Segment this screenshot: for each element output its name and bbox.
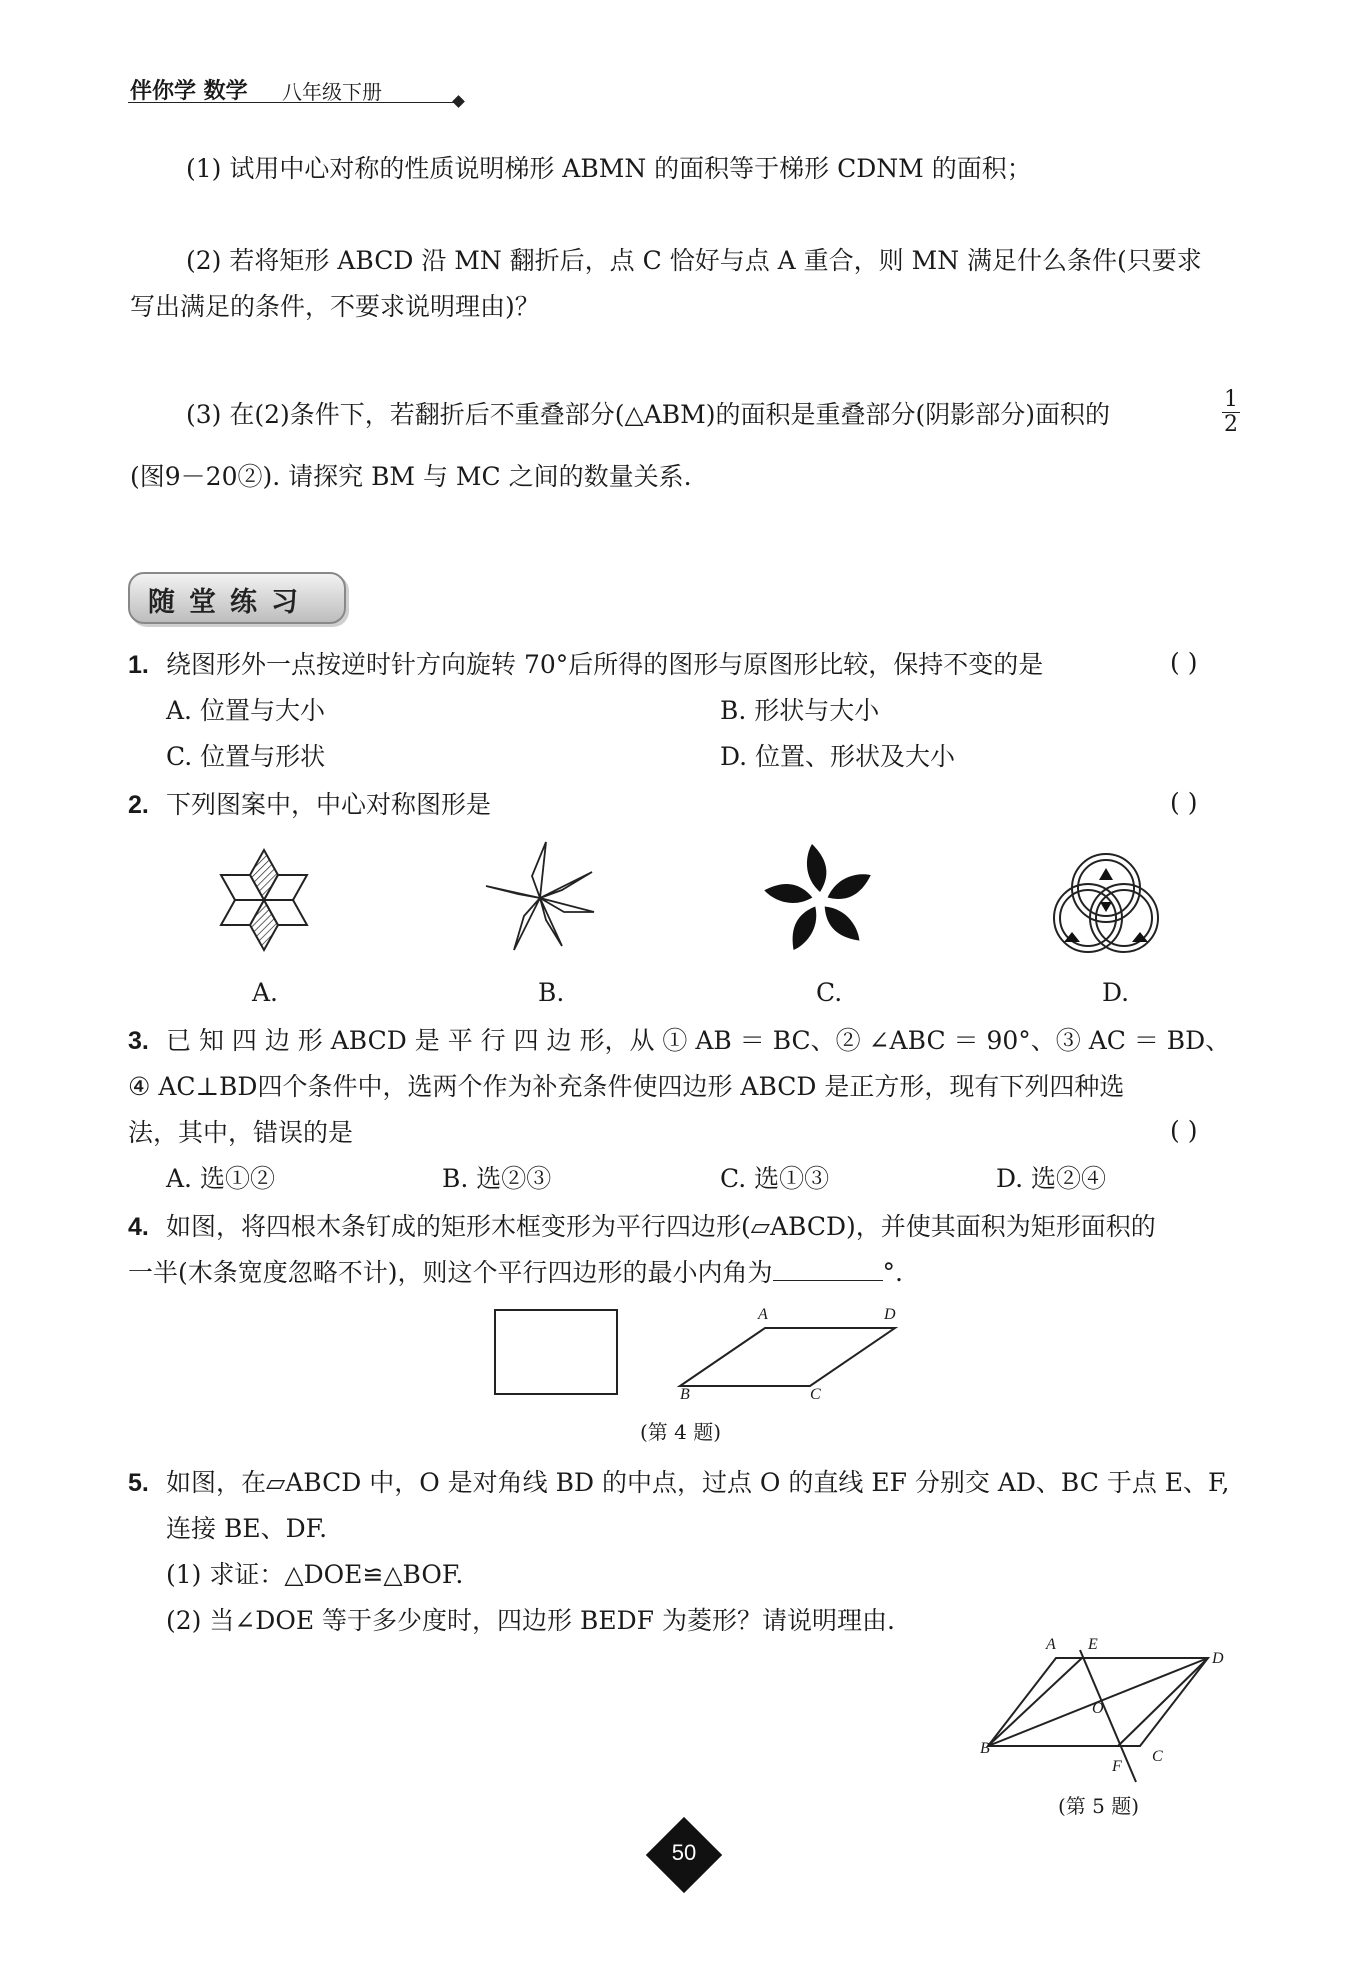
- q5-line2: 连接 BE、DF.: [166, 1514, 328, 1543]
- q4-line2-end: °.: [882, 1258, 903, 1287]
- q3-answer-paren: ( ): [1170, 1116, 1198, 1145]
- prev-q2-line1: (2) 若将矩形 ABCD 沿 MN 翻折后，点 C 恰好与点 A 重合，则 MN 满足什么条件(只要求: [186, 246, 1202, 275]
- q4-line2-text: 一半(木条宽度忽略不计)，则这个平行四边形的最小内角为: [128, 1258, 773, 1287]
- q1-option-c: C. 位置与形状: [166, 742, 326, 771]
- q4-label-d: D: [884, 1306, 896, 1323]
- q5-label-f: F: [1112, 1758, 1122, 1775]
- q1-answer-paren: ( ): [1170, 648, 1198, 677]
- q3-line2: ④ AC⊥BD四个条件中，选两个作为补充条件使四边形 ABCD 是正方形，现有下列四种选: [128, 1072, 1125, 1101]
- q5-line1: 如图，在▱ABCD 中，O 是对角线 BD 的中点，过点 O 的直线 EF 分别交 AD、BC 于点 E、F,: [166, 1468, 1230, 1497]
- q2-figure-b-pinwheel: [478, 836, 602, 960]
- page-number: 50: [671, 1840, 697, 1865]
- q4-figure: [490, 1300, 910, 1410]
- q5-label-o: O: [1092, 1700, 1104, 1717]
- q5-label-e: E: [1088, 1636, 1098, 1653]
- q3-option-d: D. 选②④: [996, 1164, 1107, 1193]
- q5-sub2: (2) 当∠DOE 等于多少度时，四边形 BEDF 为菱形？请说明理由.: [166, 1606, 895, 1635]
- q4-answer-blank[interactable]: [773, 1258, 883, 1281]
- q4-rectangle: [495, 1310, 617, 1394]
- q3-line3: 法，其中，错误的是: [128, 1118, 354, 1147]
- q2-figure-a-star: [200, 842, 328, 958]
- q2-label-a: A.: [252, 978, 279, 1007]
- q5-sub1: (1) 求证：△DOE≌△BOF.: [166, 1560, 464, 1589]
- q1-option-d: D. 位置、形状及大小: [720, 742, 956, 771]
- q5-label-d: D: [1212, 1650, 1224, 1667]
- q1-text: 绕图形外一点按逆时针方向旋转 70°后所得的图形与原图形比较，保持不变的是: [166, 650, 1044, 679]
- q2-figure-d-triquetra: [1044, 840, 1168, 964]
- q5-segment-df: [1118, 1658, 1208, 1746]
- prev-q1: (1) 试用中心对称的性质说明梯形 ABMN 的面积等于梯形 CDNM 的面积；: [186, 154, 1032, 183]
- q5-segment-be: [988, 1658, 1082, 1746]
- header-rule: [128, 102, 458, 103]
- q5-label-a: A: [1046, 1636, 1056, 1653]
- q3-option-c: C. 选①③: [720, 1164, 830, 1193]
- q2-number: 2.: [128, 791, 149, 819]
- section-title: 随堂练习: [148, 587, 312, 618]
- section-title-badge: [128, 572, 346, 624]
- q4-parallelogram: [680, 1328, 895, 1386]
- q4-line2: [128, 1256, 903, 1290]
- q2-figure-c-petals: [758, 838, 882, 962]
- prev-q3-line1: (3) 在(2)条件下，若翻折后不重叠部分(△ABM)的面积是重叠部分(阴影部分)面积的: [186, 400, 1111, 429]
- q4-label-b: B: [680, 1386, 690, 1403]
- q3-option-a: A. 选①②: [166, 1164, 275, 1193]
- q5-label-c: C: [1152, 1748, 1163, 1765]
- fraction-one-half: [1222, 388, 1240, 437]
- q5-figure: [980, 1640, 1230, 1790]
- q1-option-a: A. 位置与大小: [166, 696, 325, 725]
- q5-caption: (第 5 题): [1058, 1794, 1140, 1818]
- q3-number: 3.: [128, 1027, 149, 1055]
- q2-label-c: C.: [816, 978, 843, 1007]
- q4-label-a: A: [758, 1306, 768, 1323]
- q4-label-c: C: [810, 1386, 821, 1403]
- q3-option-b: B. 选②③: [442, 1164, 552, 1193]
- q4-number: 4.: [128, 1213, 149, 1241]
- prev-q2-line2: 写出满足的条件，不要求说明理由)？: [130, 292, 540, 321]
- q1-number: 1.: [128, 651, 149, 679]
- q2-text: 下列图案中，中心对称图形是: [166, 790, 492, 819]
- q5-number: 5.: [128, 1469, 149, 1497]
- q5-line-ef: [1080, 1650, 1136, 1782]
- fraction-numerator: 1: [1224, 387, 1238, 412]
- header-brand: 伴你学 数学: [130, 79, 248, 104]
- q5-label-b: B: [980, 1740, 990, 1757]
- q2-answer-paren: ( ): [1170, 788, 1198, 817]
- prev-q3-line2: (图9－20②). 请探究 BM 与 MC 之间的数量关系.: [130, 462, 692, 491]
- q2-label-b: B.: [538, 978, 565, 1007]
- q2-label-d: D.: [1102, 978, 1130, 1007]
- q4-line1: 如图，将四根木条钉成的矩形木框变形为平行四边形(▱ABCD)，并使其面积为矩形面积的: [166, 1212, 1156, 1241]
- q1-option-b: B. 形状与大小: [720, 696, 880, 725]
- header-grade: 八年级下册: [282, 80, 382, 104]
- fraction-denominator: 2: [1224, 412, 1238, 437]
- q4-caption: (第 4 题): [640, 1420, 722, 1444]
- header-diamond-icon: [452, 95, 465, 108]
- q3-line1: 已 知 四 边 形 ABCD 是 平 行 四 边 形，从 ① AB ＝ BC、② ∠ABC ＝ 90°、③ AC ＝ BD、: [166, 1026, 1231, 1055]
